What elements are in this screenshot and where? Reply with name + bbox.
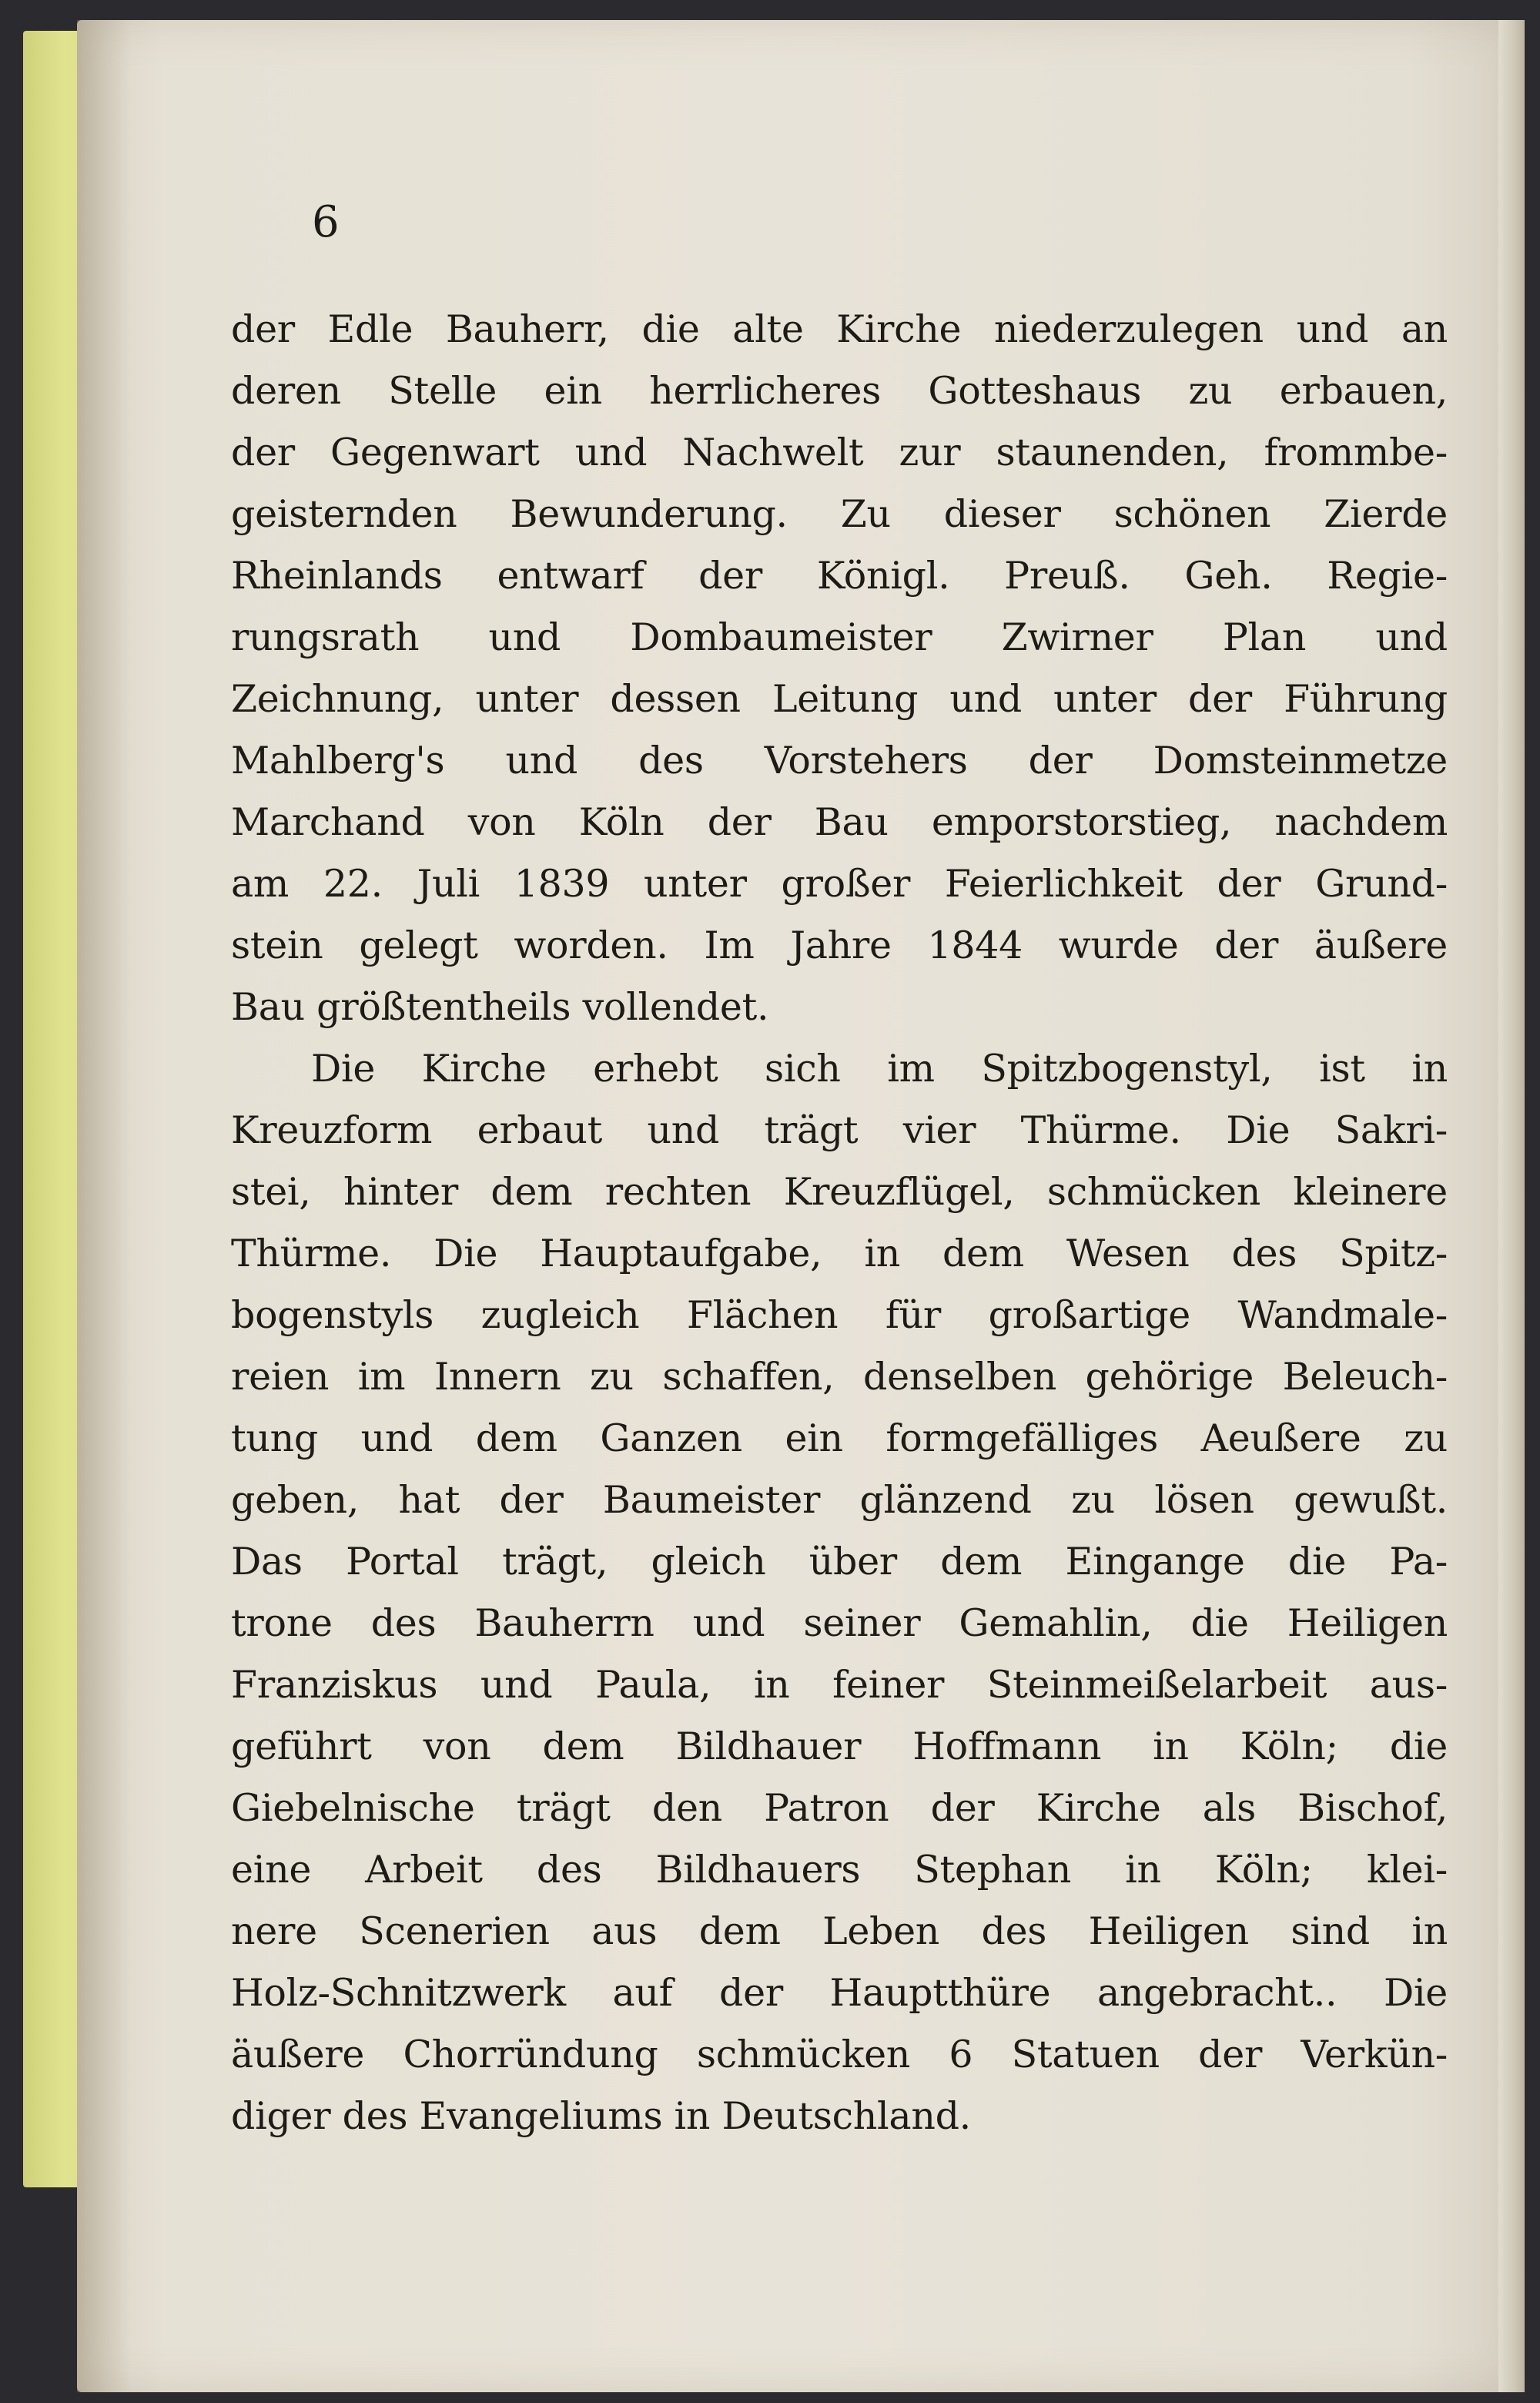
text-line: stei, hinter dem rechten Kreuzflügel, schmücken kleinere xyxy=(231,1170,1448,1214)
text-line: rungsrath und Dombaumeister Zwirner Plan und xyxy=(231,615,1448,659)
page-number: 6 xyxy=(312,197,340,247)
text-line: deren Stelle ein herrlicheres Gotteshaus zu erbauen, xyxy=(231,369,1448,413)
text-line: reien im Innern zu schaffen, denselben gehörige Beleuch- xyxy=(231,1355,1448,1399)
text-line: bogenstyls zugleich Flächen für großartige Wandmale- xyxy=(231,1293,1448,1337)
text-line: nere Scenerien aus dem Leben des Heiligen sind in xyxy=(231,1909,1448,1953)
text-line: Die Kirche erhebt sich im Spitzbogenstyl, ist in xyxy=(311,1047,1448,1091)
text-line: Franziskus und Paula, in feiner Steinmeißelarbeit aus- xyxy=(231,1663,1448,1707)
text-line: äußere Chorründung schmücken 6 Statuen der Verkün- xyxy=(231,2033,1448,2076)
text-line: geführt von dem Bildhauer Hoffmann in Köln; die xyxy=(231,1724,1448,1768)
page-edge xyxy=(1498,20,1525,2392)
text-line: Das Portal trägt, gleich über dem Eingange die Pa- xyxy=(231,1540,1448,1584)
text-line: geben, hat der Baumeister glänzend zu lösen gewußt. xyxy=(231,1478,1448,1522)
text-line: stein gelegt worden. Im Jahre 1844 wurde der äußere xyxy=(231,923,1448,967)
text-line: am 22. Juli 1839 unter großer Feierlichkeit der Grund- xyxy=(231,862,1448,906)
text-line: eine Arbeit des Bildhauers Stephan in Köln; klei- xyxy=(231,1848,1448,1892)
text-line: geisternden Bewunderung. Zu dieser schönen Zierde xyxy=(231,492,1448,536)
text-line: trone des Bauherrn und seiner Gemahlin, die Heiligen xyxy=(231,1601,1448,1645)
text-line: Mahlberg's und des Vorstehers der Domsteinmetze xyxy=(231,739,1448,783)
text-line: der Gegenwart und Nachwelt zur staunenden, frommbe- xyxy=(231,431,1448,474)
text-line: Thürme. Die Hauptaufgabe, in dem Wesen des Spitz- xyxy=(231,1232,1448,1275)
text-line: Kreuzform erbaut und trägt vier Thürme. Die Sakri- xyxy=(231,1108,1448,1152)
paragraph-2 xyxy=(231,1038,1448,2147)
text-line: der Edle Bauherr, die alte Kirche niederzulegen und an xyxy=(231,307,1448,351)
text-line: tung und dem Ganzen ein formgefälliges Aeußere zu xyxy=(231,1416,1448,1460)
paragraph-1 xyxy=(231,299,1448,1038)
text-line: Giebelnische trägt den Patron der Kirche als Bischof, xyxy=(231,1786,1448,1830)
body-text xyxy=(231,299,1448,2147)
binding-shadow xyxy=(77,20,131,2392)
text-line: Holz-Schnitzwerk auf der Hauptthüre angebracht.. Die xyxy=(231,1971,1448,2015)
text-line: diger des Evangeliums in Deutschland. xyxy=(231,2094,971,2138)
text-line: Marchand von Köln der Bau emporstorstieg, nachdem xyxy=(231,800,1448,844)
text-line: Rheinlands entwarf der Königl. Preuß. Geh. Regie- xyxy=(231,554,1448,598)
text-line: Bau größtentheils vollendet. xyxy=(231,985,769,1029)
text-line: Zeichnung, unter dessen Leitung und unter der Führung xyxy=(231,677,1448,721)
